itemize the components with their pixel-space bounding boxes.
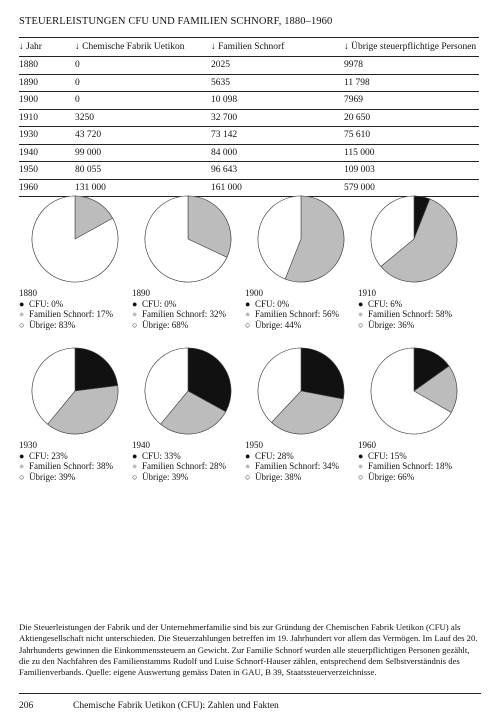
column-header: ↓ Familien Schnorf xyxy=(211,38,344,57)
legend-entry xyxy=(245,299,355,310)
legend-label: Übrige: 83% xyxy=(29,319,76,330)
legend-label: Übrige: 38% xyxy=(255,471,302,482)
legend-label: Familien Schnorf: 34% xyxy=(255,461,339,471)
legend-entry xyxy=(358,320,468,331)
table-cell: 1900 xyxy=(19,92,75,110)
legend-entry xyxy=(358,451,468,462)
white-dot-icon: ○ xyxy=(358,319,364,330)
pie-year-label: 1890 xyxy=(132,288,150,298)
table-cell: 1910 xyxy=(19,109,75,127)
legend-entry xyxy=(358,299,468,310)
table-cell: 115 000 xyxy=(344,144,479,162)
legend-label: Familien Schnorf: 58% xyxy=(368,309,452,319)
table-cell: 9978 xyxy=(344,57,479,75)
running-title: Chemische Fabrik Uetikon (CFU): Zahlen und Fakten xyxy=(73,701,279,711)
pie-legend-1890 xyxy=(132,288,242,330)
legend-entry xyxy=(358,309,468,320)
legend-label: CFU: 15% xyxy=(368,450,407,461)
legend-entry xyxy=(19,461,129,472)
legend-entry xyxy=(132,461,242,472)
white-dot-icon: ○ xyxy=(132,319,138,330)
table-cell: 1930 xyxy=(19,127,75,145)
legend-entry xyxy=(245,451,355,462)
legend-label: Familien Schnorf: 18% xyxy=(368,461,452,471)
legend-label: Übrige: 36% xyxy=(368,319,415,330)
black-dot-icon: ● xyxy=(358,450,364,461)
white-dot-icon: ○ xyxy=(358,471,364,482)
legend-label: Übrige: 39% xyxy=(29,471,76,482)
legend-label: CFU: 6% xyxy=(368,298,403,309)
table-cell: 43 720 xyxy=(75,127,211,145)
table-cell: 80 055 xyxy=(75,162,211,180)
legend-label: Familien Schnorf: 56% xyxy=(255,309,339,319)
pie-1930-slice-cfu xyxy=(75,348,118,391)
table-cell: 579 000 xyxy=(344,179,479,197)
grey-dot-icon: ● xyxy=(19,309,25,319)
legend-entry xyxy=(132,451,242,462)
table-cell: 2025 xyxy=(211,57,344,75)
grey-dot-icon: ● xyxy=(132,309,138,319)
legend-entry xyxy=(132,472,242,483)
legend-entry xyxy=(358,461,468,472)
legend-entry xyxy=(19,472,129,483)
legend-label: CFU: 0% xyxy=(255,298,290,309)
page-number: 206 xyxy=(19,701,34,711)
column-header: ↓ Chemische Fabrik Uetikon xyxy=(75,38,211,57)
table-cell: 32 700 xyxy=(211,109,344,127)
table-cell: 109 003 xyxy=(344,162,479,180)
legend-label: CFU: 0% xyxy=(29,298,64,309)
table-cell: 3250 xyxy=(75,109,211,127)
table-cell: 0 xyxy=(75,74,211,92)
pie-year-label: 1900 xyxy=(245,288,263,298)
pie-legend-1880 xyxy=(19,288,129,330)
pie-year-label: 1880 xyxy=(19,288,37,298)
table-cell: 5635 xyxy=(211,74,344,92)
pie-year-label: 1910 xyxy=(358,288,376,298)
legend-entry xyxy=(132,320,242,331)
legend-entry xyxy=(245,309,355,320)
black-dot-icon: ● xyxy=(245,298,251,309)
table-cell: 96 643 xyxy=(211,162,344,180)
grey-dot-icon: ● xyxy=(358,461,364,471)
table-cell: 1880 xyxy=(19,57,75,75)
legend-label: Übrige: 68% xyxy=(142,319,189,330)
table-cell: 1890 xyxy=(19,74,75,92)
legend-label: Familien Schnorf: 17% xyxy=(29,309,113,319)
page-title: STEUERLEISTUNGEN CFU UND FAMILIEN SCHNORF, 1880–1960 xyxy=(19,16,333,27)
legend-label: Familien Schnorf: 28% xyxy=(142,461,226,471)
legend-label: Familien Schnorf: 32% xyxy=(142,309,226,319)
pie-legend-1940 xyxy=(132,440,242,482)
legend-entry xyxy=(19,299,129,310)
legend-entry xyxy=(132,299,242,310)
pie-legend-1910 xyxy=(358,288,468,330)
column-header: ↓ Jahr xyxy=(19,38,75,57)
legend-label: Übrige: 66% xyxy=(368,471,415,482)
black-dot-icon: ● xyxy=(19,298,25,309)
footer-divider xyxy=(19,693,481,694)
pie-year-label: 1930 xyxy=(19,440,37,450)
grey-dot-icon: ● xyxy=(132,461,138,471)
table-cell: 10 098 xyxy=(211,92,344,110)
table-cell: 0 xyxy=(75,57,211,75)
table-cell: 75 610 xyxy=(344,127,479,145)
legend-entry xyxy=(19,320,129,331)
pie-year-label: 1960 xyxy=(358,440,376,450)
black-dot-icon: ● xyxy=(358,298,364,309)
table-cell: 1960 xyxy=(19,179,75,197)
table-cell: 84 000 xyxy=(211,144,344,162)
legend-label: CFU: 0% xyxy=(142,298,177,309)
table-cell: 131 000 xyxy=(75,179,211,197)
table-cell: 1940 xyxy=(19,144,75,162)
legend-entry xyxy=(245,320,355,331)
table-cell: 0 xyxy=(75,92,211,110)
column-header: ↓ Übrige steuerpflichtige Personen xyxy=(344,38,479,57)
table-cell: 99 000 xyxy=(75,144,211,162)
legend-entry xyxy=(358,472,468,483)
white-dot-icon: ○ xyxy=(132,471,138,482)
legend-label: CFU: 33% xyxy=(142,450,181,461)
legend-label: CFU: 23% xyxy=(29,450,68,461)
pie-legend-1900 xyxy=(245,288,355,330)
legend-entry xyxy=(19,309,129,320)
grey-dot-icon: ● xyxy=(358,309,364,319)
pie-legend-1960 xyxy=(358,440,468,482)
pie-1950-slice-cfu xyxy=(301,348,344,399)
legend-label: Familien Schnorf: 38% xyxy=(29,461,113,471)
table-cell: 73 142 xyxy=(211,127,344,145)
grey-dot-icon: ● xyxy=(19,461,25,471)
grey-dot-icon: ● xyxy=(245,461,251,471)
legend-entry xyxy=(132,309,242,320)
white-dot-icon: ○ xyxy=(245,471,251,482)
table-cell: 7969 xyxy=(344,92,479,110)
white-dot-icon: ○ xyxy=(245,319,251,330)
pie-legend-1930 xyxy=(19,440,129,482)
table-cell: 11 798 xyxy=(344,74,479,92)
black-dot-icon: ● xyxy=(132,298,138,309)
table-cell: 161 000 xyxy=(211,179,344,197)
legend-entry xyxy=(245,472,355,483)
grey-dot-icon: ● xyxy=(245,309,251,319)
white-dot-icon: ○ xyxy=(19,319,25,330)
table-cell: 20 650 xyxy=(344,109,479,127)
pie-legend-1950 xyxy=(245,440,355,482)
black-dot-icon: ● xyxy=(19,450,25,461)
pie-year-label: 1950 xyxy=(245,440,263,450)
footnote: Die Steuerleistungen der Fabrik und der Unternehmerfamilie sind bis zur Gründung der Chemischen Fabrik Uetikon (CFU) als Aktiengesellschaft nicht unterschieden. Die Steuerzahlungen betreffen im 19. Jahrhundert vor allem das Vermögen. Im Lauf des 20. Jahrhunderts gewinnen die Einkommenssteuern an Gewicht. Zur Familie Schnorf wurden alle steuerpflichtigen Personen gezählt, die zu den Nachfahren des Familienstamms Rudolf und Luise Schnorf-Hauser zählen, entsprechend dem Selbstverständnis des Familienverbands. Quelle: eigene Auswertung gemäss Daten in GAU, B 39, Staatssteuerverzeichnisse. xyxy=(19,622,478,678)
legend-label: CFU: 28% xyxy=(255,450,294,461)
legend-entry xyxy=(19,451,129,462)
white-dot-icon: ○ xyxy=(19,471,25,482)
black-dot-icon: ● xyxy=(245,450,251,461)
black-dot-icon: ● xyxy=(132,450,138,461)
legend-entry xyxy=(245,461,355,472)
legend-label: Übrige: 39% xyxy=(142,471,189,482)
table-cell: 1950 xyxy=(19,162,75,180)
legend-label: Übrige: 44% xyxy=(255,319,302,330)
pie-year-label: 1940 xyxy=(132,440,150,450)
